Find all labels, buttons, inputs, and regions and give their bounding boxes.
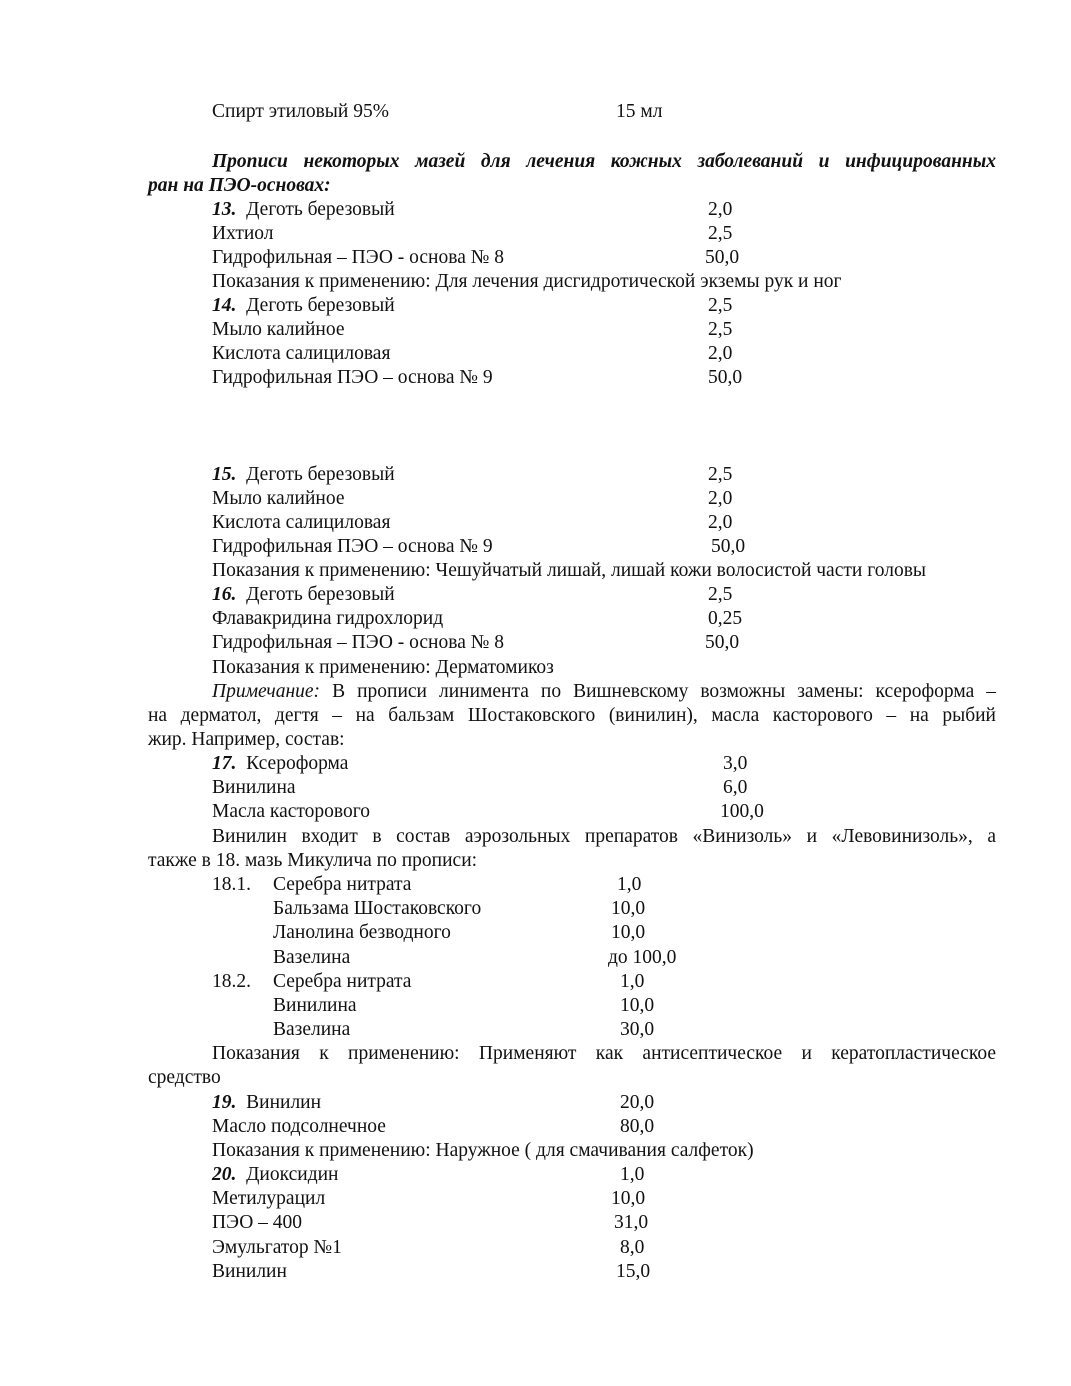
ingredient-name: ПЭО – 400 xyxy=(212,1212,303,1233)
indication-text-cont: средство xyxy=(148,1067,221,1088)
recipe-number: 18.2. xyxy=(212,971,251,992)
ingredient-name: Серебра нитрата xyxy=(273,971,412,992)
ingredient-name: Гидрофильная ПЭО – основа № 9 xyxy=(212,367,493,388)
ingredient-name: Винилина xyxy=(273,995,357,1016)
ingredient-name: Бальзама Шостаковского xyxy=(273,898,482,919)
ingredient-name: Мыло калийное xyxy=(212,319,345,340)
ingredient-name: Спирт этиловый 95% xyxy=(212,101,389,122)
ingredient-amount: 20,0 xyxy=(620,1092,655,1113)
ingredient-name: Деготь березовый xyxy=(246,464,395,485)
ingredient-name: Деготь березовый xyxy=(246,584,395,605)
ingredient-name: Кислота салициловая xyxy=(212,512,391,533)
ingredient-amount: до 100,0 xyxy=(608,947,677,968)
ingredient-amount: 10,0 xyxy=(611,898,646,919)
ingredient-amount: 80,0 xyxy=(620,1116,655,1137)
ingredient-name: Винилин xyxy=(212,1261,287,1282)
ingredient-amount: 2,5 xyxy=(708,223,733,244)
ingredient-name: Масло подсолнечное xyxy=(212,1116,386,1137)
indication-text: Показания к применению: Для лечения дисгидротической экземы рук и ног xyxy=(212,271,842,292)
ingredient-amount: 50,0 xyxy=(705,247,740,268)
recipe-number: 19. xyxy=(212,1092,237,1113)
recipe-number: 17. xyxy=(212,753,237,774)
ingredient-amount: 30,0 xyxy=(620,1019,655,1040)
ingredient-amount: 2,5 xyxy=(708,584,733,605)
ingredient-amount: 2,5 xyxy=(708,295,733,316)
indication-text: Показания к применению: Дерматомикоз xyxy=(212,657,554,678)
ingredient-name: Мыло калийное xyxy=(212,488,345,509)
recipe-17-item-1 xyxy=(212,752,348,776)
section-heading-cont: ран на ПЭО-основах: xyxy=(148,175,331,196)
ingredient-amount: 15 мл xyxy=(616,101,663,122)
ingredient-amount: 2,5 xyxy=(708,319,733,340)
ingredient-name: Гидрофильная ПЭО – основа № 9 xyxy=(212,536,493,557)
recipe-number: 13. xyxy=(212,199,237,220)
ingredient-name: Вазелина xyxy=(273,1019,351,1040)
note-paragraph-line-1 xyxy=(212,680,996,704)
ingredient-amount: 10,0 xyxy=(611,1188,646,1209)
recipe-number: 20. xyxy=(212,1164,237,1185)
ingredient-name: Флавакридина гидрохлорид xyxy=(212,608,444,629)
recipe-number: 14. xyxy=(212,295,237,316)
ingredient-name: Ксероформа xyxy=(246,753,349,774)
ingredient-name: Ихтиол xyxy=(212,223,274,244)
ingredient-amount: 50,0 xyxy=(711,536,746,557)
ingredient-amount: 2,0 xyxy=(708,512,733,533)
ingredient-amount: 0,25 xyxy=(708,608,743,629)
note-text: В прописи линимента по Вишневскому возможны замены: ксероформа – xyxy=(332,681,997,702)
recipe-16-item-1 xyxy=(212,583,395,607)
ingredient-amount: 2,5 xyxy=(708,464,733,485)
ingredient-amount: 1,0 xyxy=(617,874,642,895)
ingredient-amount: 10,0 xyxy=(620,995,655,1016)
ingredient-amount: 3,0 xyxy=(723,753,748,774)
ingredient-name: Вазелина xyxy=(273,947,351,968)
ingredient-name: Деготь березовый xyxy=(246,199,395,220)
ingredient-amount: 31,0 xyxy=(614,1212,649,1233)
ingredient-name: Кислота салициловая xyxy=(212,343,391,364)
ingredient-name: Эмульгатор №1 xyxy=(212,1237,342,1258)
ingredient-amount: 50,0 xyxy=(708,367,743,388)
vinilin-paragraph-line-2: также в 18. мазь Микулича по прописи: xyxy=(148,850,478,871)
ingredient-amount: 2,0 xyxy=(708,343,733,364)
recipe-number: 15. xyxy=(212,464,237,485)
indication-text: Показания к применению: Наружное ( для смачивания салфеток) xyxy=(212,1140,754,1161)
ingredient-amount: 100,0 xyxy=(720,801,764,822)
ingredient-name: Деготь березовый xyxy=(246,295,395,316)
recipe-number: 16. xyxy=(212,584,237,605)
ingredient-name: Винилина xyxy=(212,777,296,798)
ingredient-amount: 2,0 xyxy=(708,488,733,509)
ingredient-amount: 1,0 xyxy=(620,1164,645,1185)
recipe-13-item-1 xyxy=(212,198,395,222)
ingredient-name: Масла касторового xyxy=(212,801,370,822)
ingredient-amount: 10,0 xyxy=(611,922,646,943)
note-paragraph-line-3: жир. Например, состав: xyxy=(148,729,345,750)
indication-text: Показания к применению: Чешуйчатый лишай, лишай кожи волосистой части головы xyxy=(212,560,926,581)
recipe-number: 18.1. xyxy=(212,874,251,895)
ingredient-name: Серебра нитрата xyxy=(273,874,412,895)
section-heading: Прописи некоторых мазей для лечения кожных заболеваний и инфицированных xyxy=(212,151,996,172)
indication-text: Показания к применению: Применяют как антисептическое и кератопластическое xyxy=(212,1043,996,1064)
ingredient-name: Гидрофильная – ПЭО - основа № 8 xyxy=(212,632,504,653)
ingredient-name: Винилин xyxy=(246,1092,322,1113)
ingredient-amount: 1,0 xyxy=(620,971,645,992)
recipe-20-item-1 xyxy=(212,1163,338,1187)
ingredient-amount: 50,0 xyxy=(705,632,740,653)
note-paragraph-line-2: на дерматол, дегтя – на бальзам Шостаковского (винилин), масла касторового – на рыбий xyxy=(148,705,996,726)
ingredient-name: Ланолина безводного xyxy=(273,922,451,943)
recipe-19-item-1 xyxy=(212,1091,321,1115)
note-label: Примечание: xyxy=(212,681,321,702)
ingredient-name: Гидрофильная – ПЭО - основа № 8 xyxy=(212,247,504,268)
ingredient-amount: 2,0 xyxy=(708,199,733,220)
recipe-14-item-1 xyxy=(212,294,395,318)
ingredient-name: Диоксидин xyxy=(246,1164,339,1185)
ingredient-amount: 15,0 xyxy=(616,1261,651,1282)
vinilin-paragraph-line-1: Винилин входит в состав аэрозольных препаратов «Винизоль» и «Левовинизоль», а xyxy=(212,826,996,847)
recipe-15-item-1 xyxy=(212,463,395,487)
ingredient-amount: 6,0 xyxy=(723,777,748,798)
ingredient-amount: 8,0 xyxy=(620,1237,645,1258)
ingredient-name: Метилурацил xyxy=(212,1188,326,1209)
